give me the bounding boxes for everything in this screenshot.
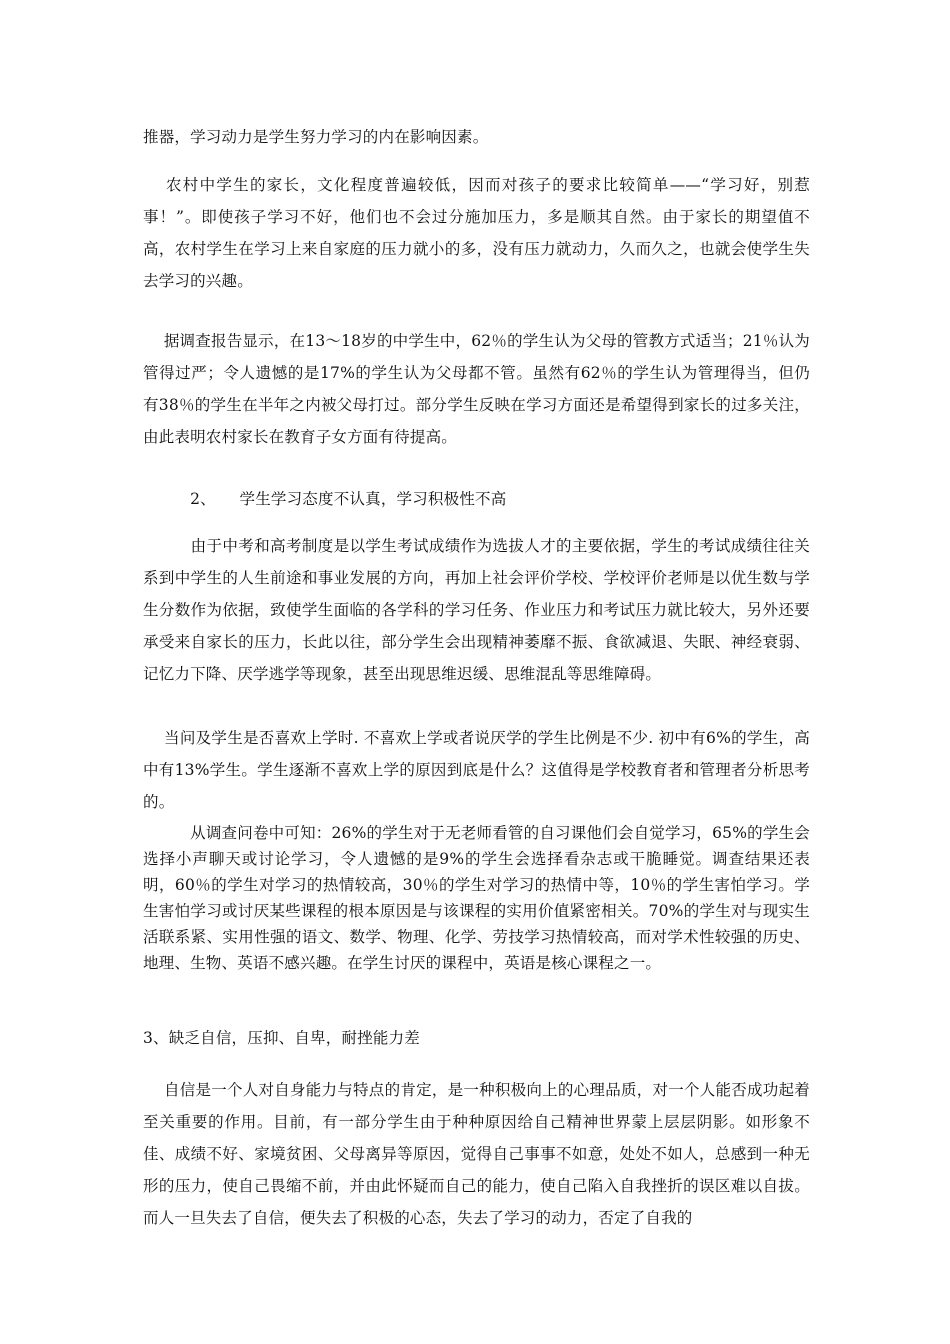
paragraph-survey-parents: 据调查报告显示，在13～18岁的中学生中，62％的学生认为父母的管教方式适当；21％认为管得过严；令人遗憾的是17%的学生认为父母都不管。虽然有62％的学生认为管理得当，但仍有38％的学生在半年之内被父母打过。部分学生反映在学习方面还是希望得到家长的过多关注，由此表明农村家长在教育子女方面有待提高。 — [143, 332, 810, 446]
paragraph-school-dislike: 当问及学生是否喜欢上学时. 不喜欢上学或者说厌学的学生比例是不少. 初中有6%的学生，高中有13%学生。学生逐渐不喜欢上学的原因到底是什么？这值得是学校教育者和管理者分析思考的。 — [143, 729, 810, 811]
section-heading-3: 3、缺乏自信，压抑、自卑，耐挫能力差 — [143, 1029, 420, 1047]
paragraph-parents-education: 农村中学生的家长，文化程度普遍较低，因而对孩子的要求比较简单——“学习好，别惹事！”。即使孩子学习不好，他们也不会过分施加压力，多是顺其自然。由于家长的期望值不高，农村学生在学习上来自家庭的压力就小的多，没有压力就动力，久而久之，也就会使学生失去学习的兴趣。 — [143, 176, 810, 290]
paragraph-intro-fragment: 推器，学习动力是学生努力学习的内在影响因素。 — [143, 128, 489, 146]
paragraph-confidence: 自信是一个人对自身能力与特点的肯定，是一种积极向上的心理品质，对一个人能否成功起着至关重要的作用。目前，有一部分学生由于种种原因给自己精神世界蒙上层层阴影。如形象不佳、成绩不好、家境贫困、父母离异等原因，觉得自己事事不如意，处处不如人，总感到一种无形的压力，使自己畏缩不前，并由此怀疑而自己的能力，使自己陷入自我挫折的误区难以自拔。而人一旦失去了自信，便失去了积极的心态，失去了学习的动力，否定了自我的 — [143, 1081, 810, 1227]
paragraph-questionnaire: 从调查问卷中可知：26%的学生对于无老师看管的自习课他们会自觉学习，65%的学生会选择小声聊天或讨论学习，令人遗憾的是9%的学生会选择看杂志或干脆睡觉。调查结果还表明，60％的学生对学习的热情较高，30％的学生对学习的热情中等，10％的学生害怕学习。学生害怕学习或讨厌某些课程的根本原因是与该课程的实用价值紧密相关。70%的学生对与现实生活联系紧、实用性强的语文、数学、物理、化学、劳技学习热情较高，而对学术性较强的历史、地理、生物、英语不感兴趣。在学生讨厌的课程中，英语是核心课程之一。 — [143, 824, 810, 972]
paragraph-exam-pressure: 由于中考和高考制度是以学生考试成绩作为选拔人才的主要依据，学生的考试成绩往往关系到中学生的人生前途和事业发展的方向，再加上社会评价学校、学校评价老师是以优生数与学生分数作为依据，致使学生面临的各学科的学习任务、作业压力和考试压力就比较大，另外还要承受来自家长的压力，长此以往，部分学生会出现精神萎靡不振、食欲减退、失眠、神经衰弱、记忆力下降、厌学逃学等现象，甚至出现思维迟缓、思维混乱等思维障碍。 — [143, 537, 810, 683]
section-heading-2: 2、 学生学习态度不认真，学习积极性不高 — [143, 490, 507, 508]
